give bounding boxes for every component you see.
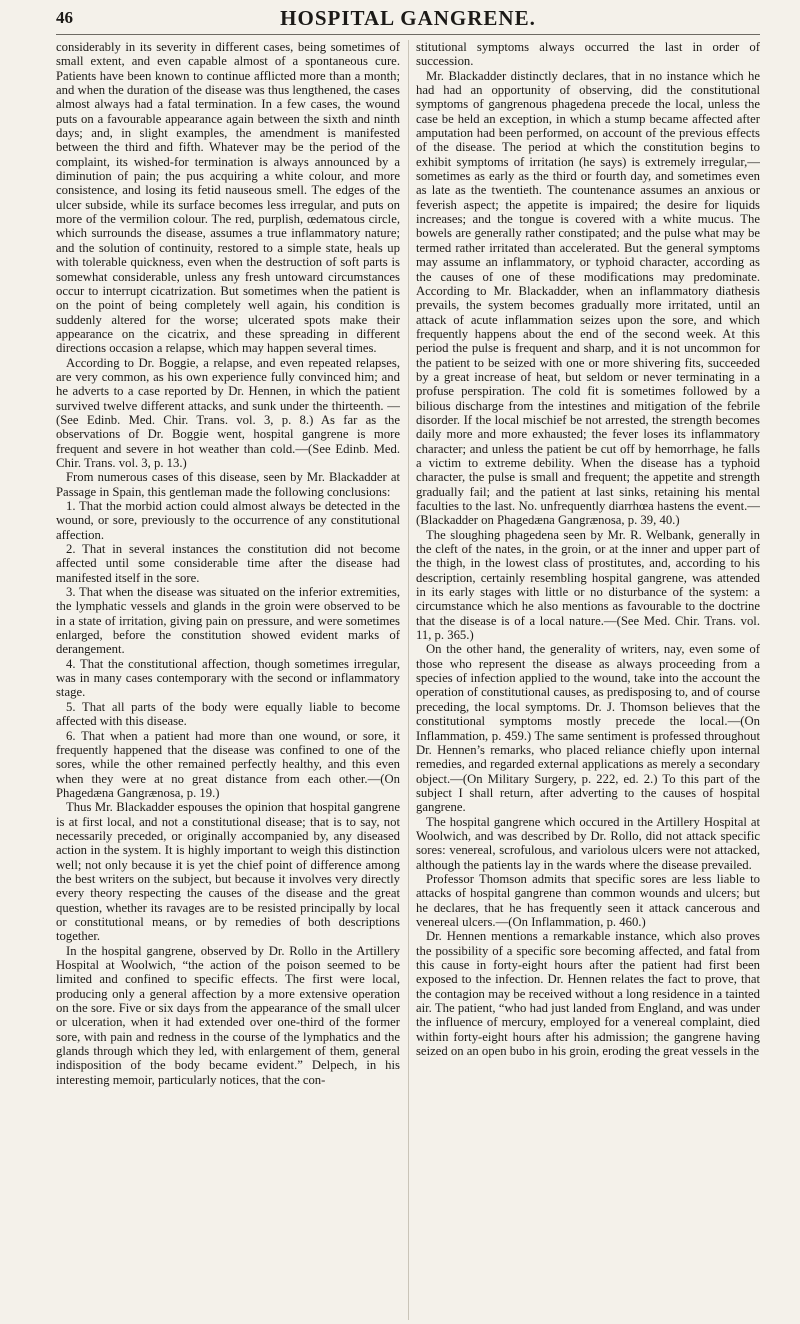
- paragraph: stitutional symptoms always occurred the last in order of succession.: [416, 40, 760, 69]
- paragraph: 1. That the morbid action could almost always be detected in the wound, or sore, previously to the occurrence of any constitutional affection.: [56, 499, 400, 542]
- left-column: [56, 40, 400, 1320]
- page-number: 46: [56, 8, 73, 27]
- page-header: [56, 6, 760, 35]
- paragraph: 2. That in several instances the constitution did not become affected until some considerable time after the disease had manifested itself in the sore.: [56, 542, 400, 585]
- column-divider: [408, 40, 409, 1320]
- paragraph: 6. That when a patient had more than one wound, or sore, it frequently happened that the disease was confined to one of the sores, while the other remained perfectly healthy, and this even when they were at no great distance from each other.—(On Phagedæna Gangrænosa, p. 19.): [56, 728, 400, 800]
- paragraph: Professor Thomson admits that specific sores are less liable to attacks of hospital gangrene than common wounds and ulcers; but he declares, that he has frequently seen it attack cancerous and venereal ulcers.—(On Inflammation, p. 460.): [416, 871, 760, 929]
- paragraph: In the hospital gangrene, observed by Dr. Rollo in the Artillery Hospital at Woolwich, “the action of the poison seemed to be limited and confined to specific effects. The first were local, producing only a general affection by a more extensive operation on the sore. Five or six days from the appearance of the small ulcer or ulceration, when it had extended over one-third of the former sore, with pain and redness in the course of the lymphatics and the glands through which they led, with enlargement of them, general indisposition of the body became evident.” Delpech, in his interesting memoir, particularly notices, that the con-: [56, 943, 400, 1087]
- paragraph: According to Dr. Boggie, a relapse, and even repeated relapses, are very common, as his own experience fully convinced him; and he adverts to a case reported by Dr. Hennen, in which the patient survived twelve different attacks, and sunk under the thirteenth. —(See Edinb. Med. Chir. Trans. vol. 3, p. 8.) As far as the observations of Dr. Boggie went, hospital gangrene is more frequent and severe in hot weather than cold.—(See Edinb. Med. Chir. Trans. vol. 3, p. 13.): [56, 355, 400, 470]
- right-column: [416, 40, 760, 1320]
- paragraph: 4. That the constitutional affection, though sometimes irregular, was in many cases contemporary with the second or inflammatory stage.: [56, 656, 400, 700]
- running-title: HOSPITAL GANGRENE.: [280, 6, 536, 30]
- paragraph: From numerous cases of this disease, seen by Mr. Blackadder at Passage in Spain, this gentleman made the following conclusions:: [56, 470, 400, 499]
- paragraph: Thus Mr. Blackadder espouses the opinion that hospital gangrene is at first local, and not a constitutional disease; that is to say, not necessarily preceded, or originally accompanied by, any diseased action in the system. It is highly important to weigh this distinction well; not only because it is yet the chief point of difference among the best writers on the subject, but because it involves very directly every theory respecting the causes of the disease and the great question, whether its ravages are to be resisted principally by local or constitutional means, or by remedies of both descriptions together.: [56, 800, 400, 944]
- paragraph: Mr. Blackadder distinctly declares, that in no instance which he had had an opportunity of observing, did the constitutional symptoms of gangrenous phagedena precede the local, unless the case be held an exception, in which a stump became affected after amputation had been performed, on account of the previous effects of the disease. The period at which the constitution begins to exhibit symptoms of irritation (he says) is extremely irregular,—sometimes as early as the third or fourth day, and sometimes even as late as the twentieth. The countenance assumes an anxious or feverish aspect; the appetite is impaired; the desire for liquids increases; and the tongue is covered with a white mucus. The bowels are generally rather constipated; and the pulse what may be termed rather irritated than accelerated. But the general symptoms may assume an inflammatory, or typhoid character, according as the causes of one of these modifications may predominate. According to Mr. Blackadder, when an inflammatory diathesis prevails, the system becomes gradually more irritated, until an attack of acute inflammation seizes upon the sore, and which frequently happens about the end of the second week. At this period the pulse is frequent and sharp, and it is not uncommon for the patient to be seized with one or more shivering fits, succeeded by a great increase of heat, but seldom or never terminating in a profuse perspiration. The cold fit is sometimes followed by a bilious discharge from the intestines and mitigation of the febrile disorder. If the local mischief be not arrested, the strength becomes daily more and more exhausted; the fever loses its inflammatory character; and unless the patient be cut off by hemorrhage, he falls a victim to extreme debility. When the disease has a typhoid character, the pulse is small and frequent; the appetite and strength gradually fail; and the patient at last sinks, retaining his mental faculties to the last. No. unfrequently diarrhœa hastens the event.—(Blackadder on Phagedæna Gangrænosa, p. 39, 40.): [416, 68, 760, 528]
- text-columns: [56, 40, 760, 1320]
- paragraph: 3. That when the disease was situated on the inferior extremities, the lymphatic vessels and glands in the groin were observed to be in a state of irritation, giving pain on pressure, and were sometimes enlarged, before the constitution showed evident marks of derangement.: [56, 585, 400, 657]
- paragraph: The hospital gangrene which occured in the Artillery Hospital at Woolwich, and was described by Dr. Rollo, did not attack specific sores: venereal, scrofulous, and variolous ulcers were not attacked, although the patients lay in the wards where the disease prevailed.: [416, 814, 760, 872]
- paragraph: The sloughing phagedena seen by Mr. R. Welbank, generally in the cleft of the nates, in the groin, or at the inner and upper part of the thigh, in the lowest class of prostitutes, and, according to his description, certainly resembling hospital gangrene, was attended in its early stages with little or no disturbance of the system: a circumstance which he also mentions as favourable to the doctrine that the disease is of a local nature.—(See Med. Chir. Trans. vol. 11, p. 365.): [416, 527, 760, 643]
- paragraph: considerably in its severity in different cases, being sometimes of small extent, and even capable almost of a spontaneous cure. Patients have been known to continue afflicted more than a month; and when the duration of the disease was thus lengthened, the cases almost always had a fatal termination. In a few cases, the wound puts on a favourable appearance again between the sixth and ninth days; and, in slight examples, the amendment is manifested between the third and fifth. Whatever may be the period of the complaint, its wished-for termination is always announced by a diminution of pain; the pus acquiring a white colour, and more consistence, and losing its fetid nauseous smell. The edges of the ulcer subside, while its surface becomes less irregular, and puts on more of the vermilion colour. The red, purplish, œdematous circle, which surrounds the disease, assumes a true inflammatory nature; and the solution of continuity, restored to a simple state, heals up with tolerable quickness, even when the destruction of soft parts is somewhat considerable, unless any fresh untoward circumstances occur to interrupt cicatrization. But sometimes when the patient is on the point of being completely well again, his condition is suddenly altered for the worse; ulcerated spots make their appearance on the cicatrix, and these spreading in different directions occasion a relapse, which may happen several times.: [56, 40, 400, 356]
- paragraph: 5. That all parts of the body were equally liable to become affected with this disease.: [56, 699, 400, 729]
- paragraph: Dr. Hennen mentions a remarkable instance, which also proves the possibility of a specific sore becoming affected, and fatal from this cause in forty-eight hours after the patient had first been exposed to the infection. Dr. Hennen relates the fact to prove, that the contagion may be received without a long residence in a tainted air. The patient, “who had just landed from England, and was under the influence of mercury, employed for a venereal complaint, died within forty-eight hours after his admission; the gangrene having seized on an open bubo in his groin, eroding the great vessels in the: [416, 929, 760, 1059]
- paragraph: On the other hand, the generality of writers, nay, even some of those who represent the disease as always proceeding from a species of infection applied to the wound, take into the account the operation of constitutional causes, as predisposing to, and of course preceding, the local symptoms. Dr. J. Thomson believes that the constitutional symptoms mostly precede the local.—(On Inflammation, p. 459.) The same sentiment is professed throughout Dr. Hennen’s remarks, who placed reliance chiefly upon internal remedies, and regarded external applications as merely a secondary object.—(On Military Surgery, p. 222, ed. 2.) To this part of the subject I shall return, after adverting to the causes of hospital gangrene.: [416, 642, 760, 815]
